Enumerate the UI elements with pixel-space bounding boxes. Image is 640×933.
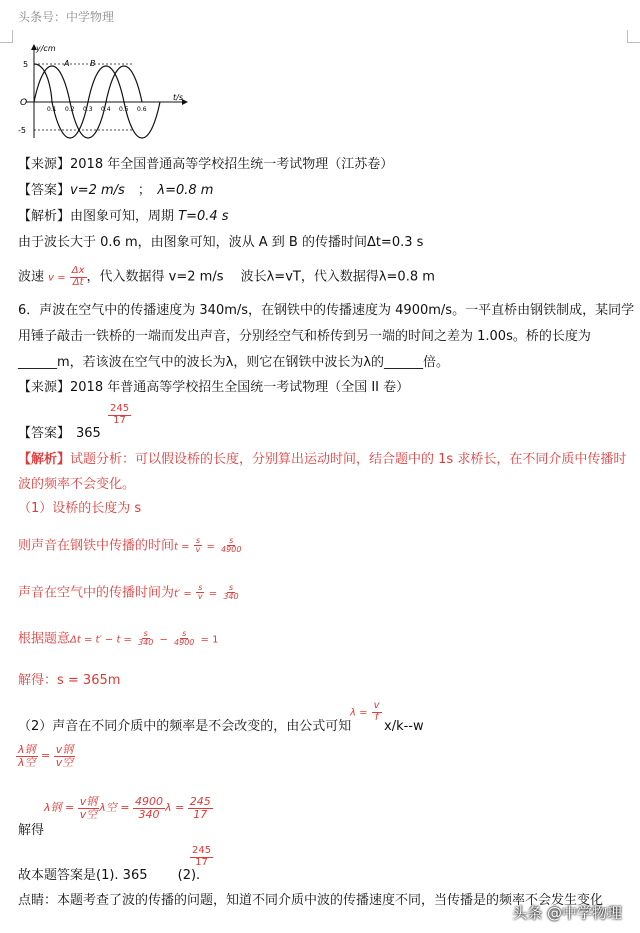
solve2-result-fraction — [188, 796, 213, 820]
fraction-numerator: 245 — [189, 795, 211, 808]
answer-separator: ； — [137, 183, 145, 198]
q6-steel-time — [18, 537, 243, 556]
solve2-speed-fraction — [78, 796, 100, 820]
fraction-numerator: s — [182, 629, 187, 638]
fraction-denominator: λ空 — [18, 755, 36, 769]
header-source: 头条号：中学物理 — [18, 10, 115, 24]
air-fraction — [221, 584, 240, 602]
fraction-numerator: s — [195, 536, 201, 545]
corner-mark-left — [0, 30, 13, 43]
y-axis-label: y/cm — [36, 44, 56, 53]
origin-label: O — [20, 98, 28, 108]
fraction-denominator: 17 — [113, 414, 126, 426]
fraction-numerator: s — [228, 583, 234, 592]
fraction-denominator: Δt — [72, 276, 84, 288]
fraction-numerator: λ钢 — [18, 743, 36, 756]
tick-label: 0.5 — [119, 106, 129, 113]
minus-sign: − — [159, 634, 168, 646]
fraction-denominator: 340 — [223, 592, 239, 602]
comment: 点睛：本题考查了波的传播的问题，知道不同介质中波的传播速度不同，当传播是的频率不会发生变化 — [18, 893, 604, 908]
q6-step1: （1）设桥的长度为 s — [18, 501, 142, 516]
air-time-eq-lhs: t′ = — [174, 588, 192, 600]
steel-fraction — [219, 537, 243, 555]
q6-stem-line2: 用锤子敲击一铁桥的一端而发出声音，分别经空气和桥传到另一端的时间之差为 1.00s。桥的长度为 — [18, 329, 591, 344]
q5-answer — [18, 182, 213, 200]
wave-b-curve — [34, 64, 160, 138]
wave-speed-eq-lhs: v = — [48, 272, 66, 284]
fraction-numerator: Δx — [71, 265, 85, 276]
wave-label-b: B — [90, 59, 96, 68]
formula-lhs: λ = — [350, 707, 368, 719]
wave-speed-prefix: 波速 — [18, 269, 45, 285]
equation-lhs: Δt = t′ − t = — [70, 634, 132, 646]
sv-fraction — [196, 584, 205, 602]
tick-label: 0.4 — [101, 106, 111, 113]
equation-text: 根据题意 — [18, 631, 71, 647]
equation-rhs: = 1 — [200, 634, 219, 646]
fraction-denominator: 340 — [138, 638, 154, 648]
q6-analysis-line1 — [18, 451, 626, 469]
steel-time-text: 则声音在钢铁中传播的时间 — [18, 538, 175, 554]
steel-time-eq-lhs: t = — [174, 541, 190, 553]
amp-pos-label: 5 — [23, 60, 29, 69]
fraction-denominator: 340 — [138, 807, 160, 821]
answer-label: 【答案】 — [18, 183, 71, 198]
tick-label: 0.1 — [47, 106, 57, 113]
q6-solve: 解得：s = 365m — [18, 673, 121, 688]
tick-label: 0.3 — [83, 106, 93, 113]
fraction-numerator: 4900 — [134, 795, 163, 808]
air-time-text: 声音在空气中的传播时间为 — [18, 585, 175, 601]
x-axis-label: t/s — [173, 93, 183, 102]
steel-fraction — [172, 630, 196, 648]
fraction-denominator: v — [197, 592, 203, 602]
tick-label: 0.6 — [137, 106, 147, 113]
q6-answer-value: 365 — [76, 426, 101, 441]
q5-analysis — [18, 208, 229, 226]
final-answer: 故本题答案是(1). 365 (2). — [18, 868, 201, 883]
formula-fraction — [372, 701, 382, 723]
fraction-denominator: v空 — [79, 807, 98, 821]
fraction-numerator: 245 — [192, 845, 212, 856]
fraction-numerator: s — [143, 629, 148, 638]
tick-label: 0.2 — [65, 106, 75, 113]
wave-speed-fraction — [70, 266, 87, 288]
wave-speed-suffix: ，代入数据得 v=2 m/s 波长λ=vT，代入数据得λ=0.8 m — [86, 269, 435, 285]
q6-stem-line1: 6．声波在空气中的传播速度为 340m/s，在钢铁中的传播速度为 4900m/s。一平直桥由钢铁制成，某同学 — [18, 303, 635, 318]
analysis-tag: 【解析】 — [18, 452, 71, 467]
fraction-numerator: s — [198, 583, 203, 592]
solve2-value-fraction — [133, 796, 165, 820]
wavelength-formula — [350, 701, 382, 723]
q5-analysis-line2: 由于波长大于 0.6 m，由图象可知，波从 A 到 B 的传播时间Δt=0.3 s — [18, 235, 424, 250]
fraction-numerator: v钢 — [55, 743, 74, 756]
air-fraction — [136, 630, 155, 648]
ratio-equation — [16, 744, 75, 768]
wave-label-a: A — [64, 59, 70, 68]
q6-analysis-line2: 波的频率不会变化。 — [18, 477, 136, 492]
equals-sign: = — [41, 749, 51, 763]
solve2-equation — [44, 796, 213, 820]
answer-wavelength: λ=0.8 m — [157, 183, 214, 198]
ratio-lambda — [16, 744, 38, 768]
fraction-denominator: v空 — [55, 755, 74, 769]
answer-speed: v=2 m/s — [70, 183, 125, 198]
q6-step2: （2）声音在不同介质中的频率是不会改变的，由公式可知 — [18, 719, 352, 734]
q6-equation — [18, 630, 218, 649]
watermark: 头条 @中学物理 — [512, 904, 622, 922]
corner-mark-right — [627, 30, 640, 43]
fraction-numerator: s — [229, 536, 234, 545]
q6-answer-label: 【答案】 — [18, 426, 71, 441]
analysis-text: 试题分析：可以假设桥的长度，分别算出运动时间，结合题中的 1s 求桥长，在不同介质中传播时 — [70, 452, 627, 467]
fraction-denominator: 4900 — [221, 545, 242, 555]
equals-sign: = — [206, 541, 215, 553]
amp-neg-label: -5 — [18, 126, 26, 135]
q5-source: 【来源】2018 年全国普通高等学校招生统一考试物理（江苏卷） — [18, 157, 394, 172]
sv-fraction — [194, 537, 203, 555]
q6-answer-fraction — [108, 404, 131, 426]
fraction-denominator: v — [195, 545, 201, 555]
fraction-denominator: 4900 — [174, 638, 195, 648]
final-answer-fraction — [190, 846, 213, 868]
q5-wave-speed — [18, 266, 435, 288]
wave-graph — [14, 42, 192, 142]
q6-source: 【来源】2018 年普通高等学校招生全国统一考试物理（全国 II 卷） — [18, 380, 410, 395]
q6-air-time — [18, 584, 241, 603]
solve2-label: 解得 — [18, 823, 45, 838]
fraction-numerator: v — [373, 700, 380, 711]
ratio-speed — [54, 744, 76, 768]
fraction-numerator: 245 — [110, 403, 130, 414]
analysis-prefix: 【解析】由图象可知，周期 — [18, 209, 179, 224]
fraction-denominator: f — [374, 711, 379, 723]
fraction-denominator: 17 — [193, 807, 208, 821]
solve2-mid: λ空 = — [99, 801, 130, 815]
formula-tail: x/k--w — [384, 719, 424, 734]
equals-sign: = — [208, 588, 218, 600]
solve2-tail: λ = — [164, 801, 185, 815]
fraction-numerator: v钢 — [79, 795, 98, 808]
q6-stem-line3: ______m，若该波在空气中的波长为λ，则它在钢铁中波长为λ的______倍。 — [18, 355, 450, 370]
analysis-period: T=0.4 s — [178, 209, 229, 224]
solve2-lhs: λ钢 = — [44, 801, 75, 815]
fraction-denominator: 17 — [195, 856, 208, 868]
